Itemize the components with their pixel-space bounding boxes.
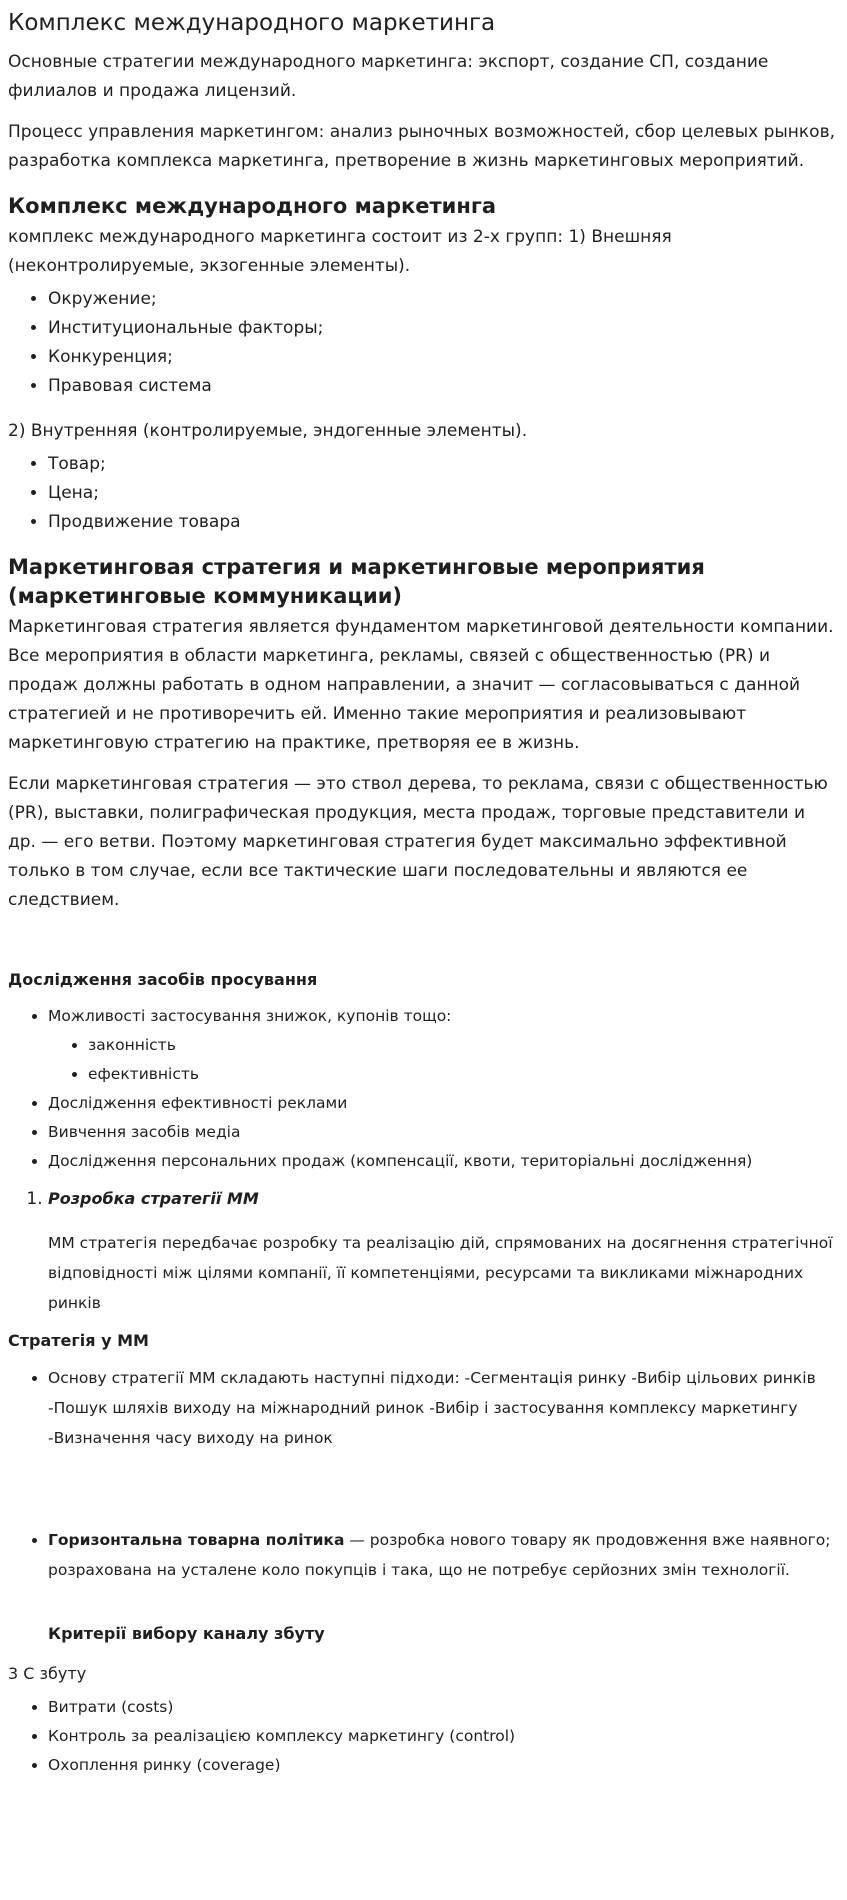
three-c-list [8, 1693, 839, 1780]
list-item: • Контроль за реалізацією комплексу маркетингу (control) [48, 1722, 839, 1751]
section-heading-strategy: Маркетинговая стратегия и маркетинговые мероприятия (маркетинговые коммуникации) [8, 555, 705, 608]
channel-criteria-heading: Критерії вибору каналу збуту [48, 1624, 325, 1643]
section-heading-complex: Комплекс международного маркетинга [8, 194, 497, 218]
numbered-item-title: Розробка стратегії ММ [48, 1189, 259, 1208]
list-item-text: Можливості застосування знижок, купонів тощо: [48, 1007, 452, 1025]
list-item: • Охоплення ринку (coverage) [48, 1751, 839, 1780]
list-item [48, 1184, 839, 1214]
document-page [0, 8, 847, 1780]
intro-paragraph-1: Основные стратегии международного маркетинга: экспорт, создание СП, создание филиалов и продажа лицензий. [8, 52, 769, 101]
strategy-paragraph-2: Если маркетинговая стратегия — это ствол дерева, то реклама, связи с общественностью (PR), выставки, полиграфическая продукция, места продаж, торговые представители и др. — его ветви. Поэтому маркетинговая стратегия будет максимально эффективной только в том случае, если все тактические шаги последовательны и являются ее следствием. [8, 774, 828, 910]
product-policy-list [8, 1525, 839, 1585]
list-item: • Окружение; [48, 285, 839, 314]
list-item: • Основу стратегії ММ складають наступні підходи: -Сегментація ринку -Вибір цільових ринків -Пошук шляхів виходу на міжнародний ринок -Вибір і застосування комплексу маркетингу -Визначення часу виходу на ринок [48, 1363, 839, 1453]
list-item: • Конкуренция; [48, 343, 839, 372]
discount-sublist [48, 1031, 839, 1089]
internal-elements-list [8, 450, 839, 537]
page-title: Комплекс международного маркетинга [8, 10, 496, 36]
numbered-list [8, 1184, 839, 1214]
list-item [48, 1002, 839, 1089]
list-item: • Продвижение товара [48, 508, 839, 537]
section-heading-mm-strategy: Стратегія у ММ [8, 1331, 149, 1350]
list-item: • Правовая система [48, 372, 839, 401]
complex-description: комплекс международного маркетинга состоит из 2-х групп: 1) Внешняя (неконтролируемые, экзогенные элементы). [8, 227, 672, 276]
three-c-label: 3 С збуту [8, 1664, 87, 1683]
list-item: • Товар; [48, 450, 839, 479]
list-item: • Цена; [48, 479, 839, 508]
internal-elements-intro: 2) Внутренняя (контролируемые, эндогенные элементы). [8, 421, 528, 441]
list-item: • Витрати (costs) [48, 1693, 839, 1722]
mm-strategy-list [8, 1363, 839, 1453]
mm-strategy-description: ММ стратегія передбачає розробку та реалізацію дій, спрямованих на досягнення стратегічної відповідності між цілями компанії, її компетенціями, ресурсами та викликами міжнародних ринків [48, 1234, 833, 1312]
policy-term: Горизонтальна товарна політика [48, 1531, 345, 1549]
policy-definition: — розробка нового товару як продовження вже наявного; розрахована на усталене коло покупців і така, що не потребує серйозних змін технології. [48, 1531, 831, 1579]
list-item: • Дослідження персональних продаж (компенсації, квоти, територіальні дослідження) [48, 1147, 839, 1176]
list-item: • Институциональные факторы; [48, 314, 839, 343]
external-elements-list [8, 285, 839, 401]
list-item: • ефективність [88, 1060, 839, 1089]
intro-paragraph-2: Процесс управления маркетингом: анализ рыночных возможностей, сбор целевых рынков, разработка комплекса маркетинга, претворение в жизнь маркетинговых мероприятий. [8, 122, 836, 171]
list-item: • Вивчення засобів медіа [48, 1118, 839, 1147]
list-item: • Дослідження ефективності реклами [48, 1089, 839, 1118]
promotion-list [8, 1002, 839, 1176]
strategy-paragraph-1: Маркетинговая стратегия является фундаментом маркетинговой деятельности компании. Все мероприятия в области маркетинга, рекламы, связей с общественностью (PR) и продаж должны работать в одном направлении, а значит — согласовываться с данной стратегией и не противоречить ей. Именно такие мероприятия и реализовывают маркетинговую стратегию на практике, претворяя ее в жизнь. [8, 617, 834, 753]
list-item [48, 1525, 839, 1585]
section-heading-promotion: Дослідження засобів просування [8, 970, 318, 989]
list-item: • законність [88, 1031, 839, 1060]
